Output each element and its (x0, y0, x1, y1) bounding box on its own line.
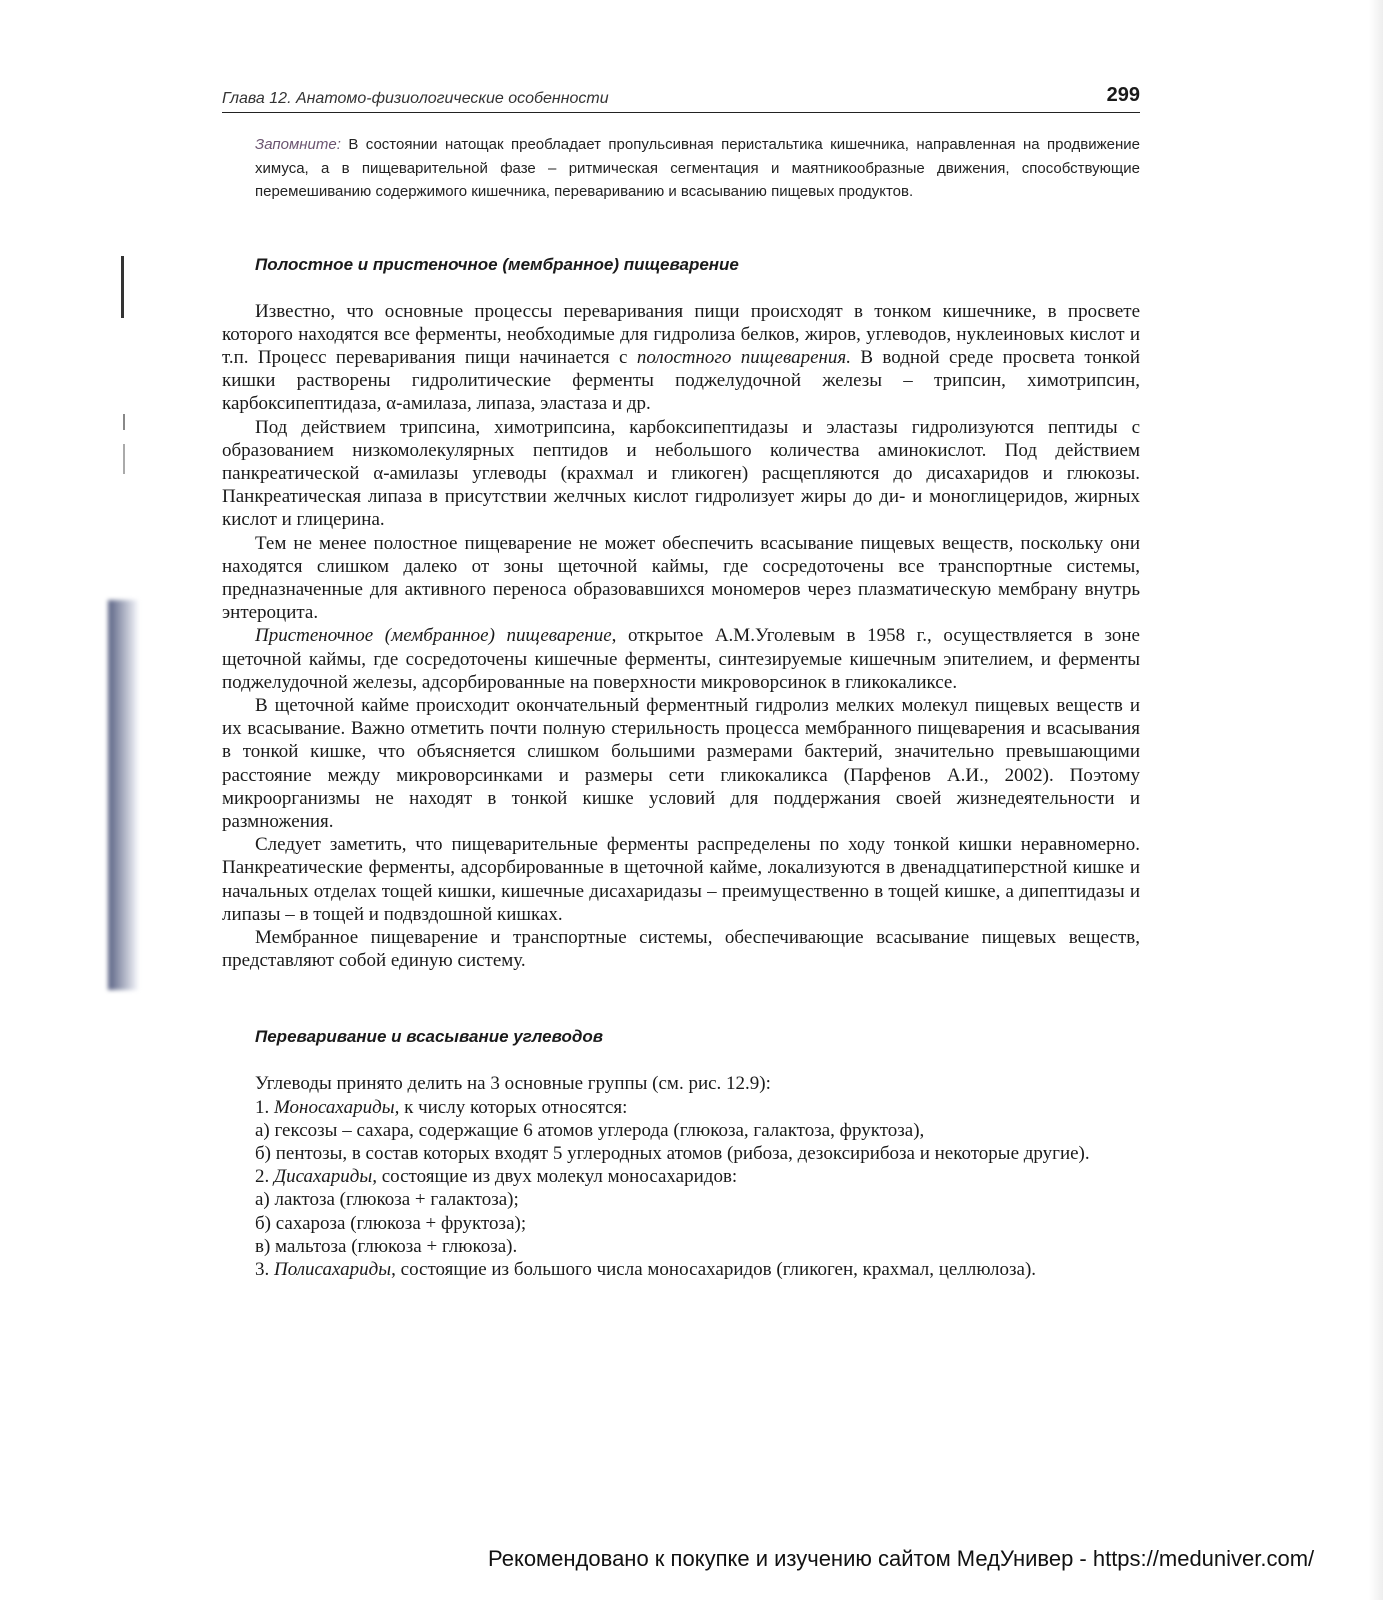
running-header (222, 84, 1140, 113)
chapter-title: Глава 12. Анатомо-физиологические особенности (222, 90, 609, 107)
paragraph: Мембранное пищеварение и транспортные системы, обеспечивающие всасывание пищевых веществ, представляют собой единую систему. (222, 926, 1140, 972)
margin-mark (121, 256, 124, 318)
list-intro: Углеводы принято делить на 3 основные группы (см. рис. 12.9): (255, 1073, 771, 1095)
remember-label: Запомните: (255, 136, 341, 153)
paragraph: Под действием трипсина, химотрипсина, карбоксипептидазы и эластазы гидролизуются пептиды с образованием низкомолекулярных пептидов и небольшого количества аминокислот. Под действием панкреатической α-амилазы углеводы (крахмал и гликоген) расщепляются до дисахаридов и глюкозы. Панкреатическая липаза в присутствии желчных кислот гидролизует жиры до ди- и моноглицеридов, жирных кислот и глицерина. (222, 416, 1140, 531)
page-number: 299 (1106, 84, 1140, 106)
list-item: 1. Моносахариды, к числу которых относятся: (255, 1096, 628, 1118)
book-page (222, 84, 1140, 1281)
section-heading: Полостное и пристеночное (мембранное) пищеварение (255, 254, 739, 274)
paragraph: В щеточной кайме происходит окончательный ферментный гидролиз мелких молекул пищевых веществ и их всасывание. Важно отметить почти полную стерильность процесса мембранного пищеварения и всасывания в тонкой кишке, что объясняется слишком большими размерами бактерий, значительно превышающими расстояние между микроворсинками и размеры сети гликокаликса (Парфенов А.И., 2002). Поэтому микроорганизмы не находят в тонкой кишке условий для поддержания своей жизнедеятельности и размножения. (222, 694, 1140, 832)
list-subitem: а) лактоза (глюкоза + галактоза); (255, 1189, 519, 1211)
paragraph: Следует заметить, что пищеварительные ферменты распределены по ходу тонкой кишки неравномерно. Панкреатические ферменты, адсорбированные в щеточной кайме, локализуются в двенадцатиперстной кишке и начальных отделах тощей кишки, кишечные дисахаридазы – преимущественно в тощей кишке, а дипептидазы и липазы – в тощей и подвздошной кишках. (222, 834, 1140, 925)
remember-text: В состоянии натощак преобладает пропульсивная перистальтика кишечника, направленная на продвижение химуса, а в пищеварительной фазе – ритмическая сегментация и маятникообразные движения, способствующие перемешиванию содержимого кишечника, перевариванию и всасыванию пищевых продуктов. (255, 136, 1140, 200)
list-subitem: а) гексозы – сахара, содержащие 6 атомов углерода (глюкоза, галактоза, фруктоза), (255, 1119, 925, 1141)
list-subitem: в) мальтоза (глюкоза + глюкоза). (255, 1235, 518, 1257)
footer-watermark: Рекомендовано к покупке и изучению сайтом МедУнивер - https://meduniver.com/ (488, 1546, 1315, 1571)
carbohydrate-list (222, 1072, 1140, 1281)
paragraph: Пристеночное (мембранное) пищеварение, открытое А.М.Уголевым в 1958 г., осуществляется в зоне щеточной каймы, где сосредоточены кишечные ферменты, синтезируемые кишечным эпителием, и ферменты поджелудочной железы, адсорбированные на поверхности микроворсинок в гликокаликсе. (222, 625, 1140, 693)
paragraph: Известно, что основные процессы переваривания пищи происходят в тонком кишечнике, в просвете которого находятся все ферменты, необходимые для гидролиза белков, жиров, углеводов, нуклеиновых кислот и т.п. Процесс переваривания пищи начинается с полостного пищеварения. В водной среде просвета тонкой кишки растворены гидролитические ферменты поджелудочной железы – трипсин, химотрипсин, карбоксипептидаза, α-амилаза, липаза, эластаза и др. (222, 300, 1140, 415)
scan-artifact (108, 600, 138, 990)
list-subitem: б) сахароза (глюкоза + фруктоза); (255, 1212, 527, 1234)
emphasis: Пристеночное (мембранное) пищеварение (255, 625, 612, 647)
list-subitem: б) пентозы, в состав которых входят 5 углеродных атомов (рибоза, дезоксирибоза и некоторые другие). (255, 1143, 1090, 1164)
margin-mark (123, 414, 125, 430)
emphasis: полостного пищеварения. (636, 346, 852, 368)
section-body (222, 300, 1140, 973)
paragraph: Тем не менее полостное пищеварение не может обеспечить всасывание пищевых веществ, поскольку они находятся слишком далеко от зоны щеточной каймы, где сосредоточены все транспортные системы, предназначенные для активного переноса образовавшихся мономеров через плазматическую мембрану внутрь энтероцита. (222, 532, 1140, 624)
scan-right-edge (1369, 0, 1383, 1600)
remember-note (255, 133, 1140, 204)
list-item: 2. Дисахариды, состоящие из двух молекул моносахаридов: (255, 1166, 738, 1188)
margin-mark (123, 444, 125, 474)
section-heading: Переваривание и всасывание углеводов (255, 1027, 604, 1047)
list-item: 3. Полисахариды, состоящие из большого числа моносахаридов (гликоген, крахмал, целлюлоза). (255, 1259, 1037, 1281)
